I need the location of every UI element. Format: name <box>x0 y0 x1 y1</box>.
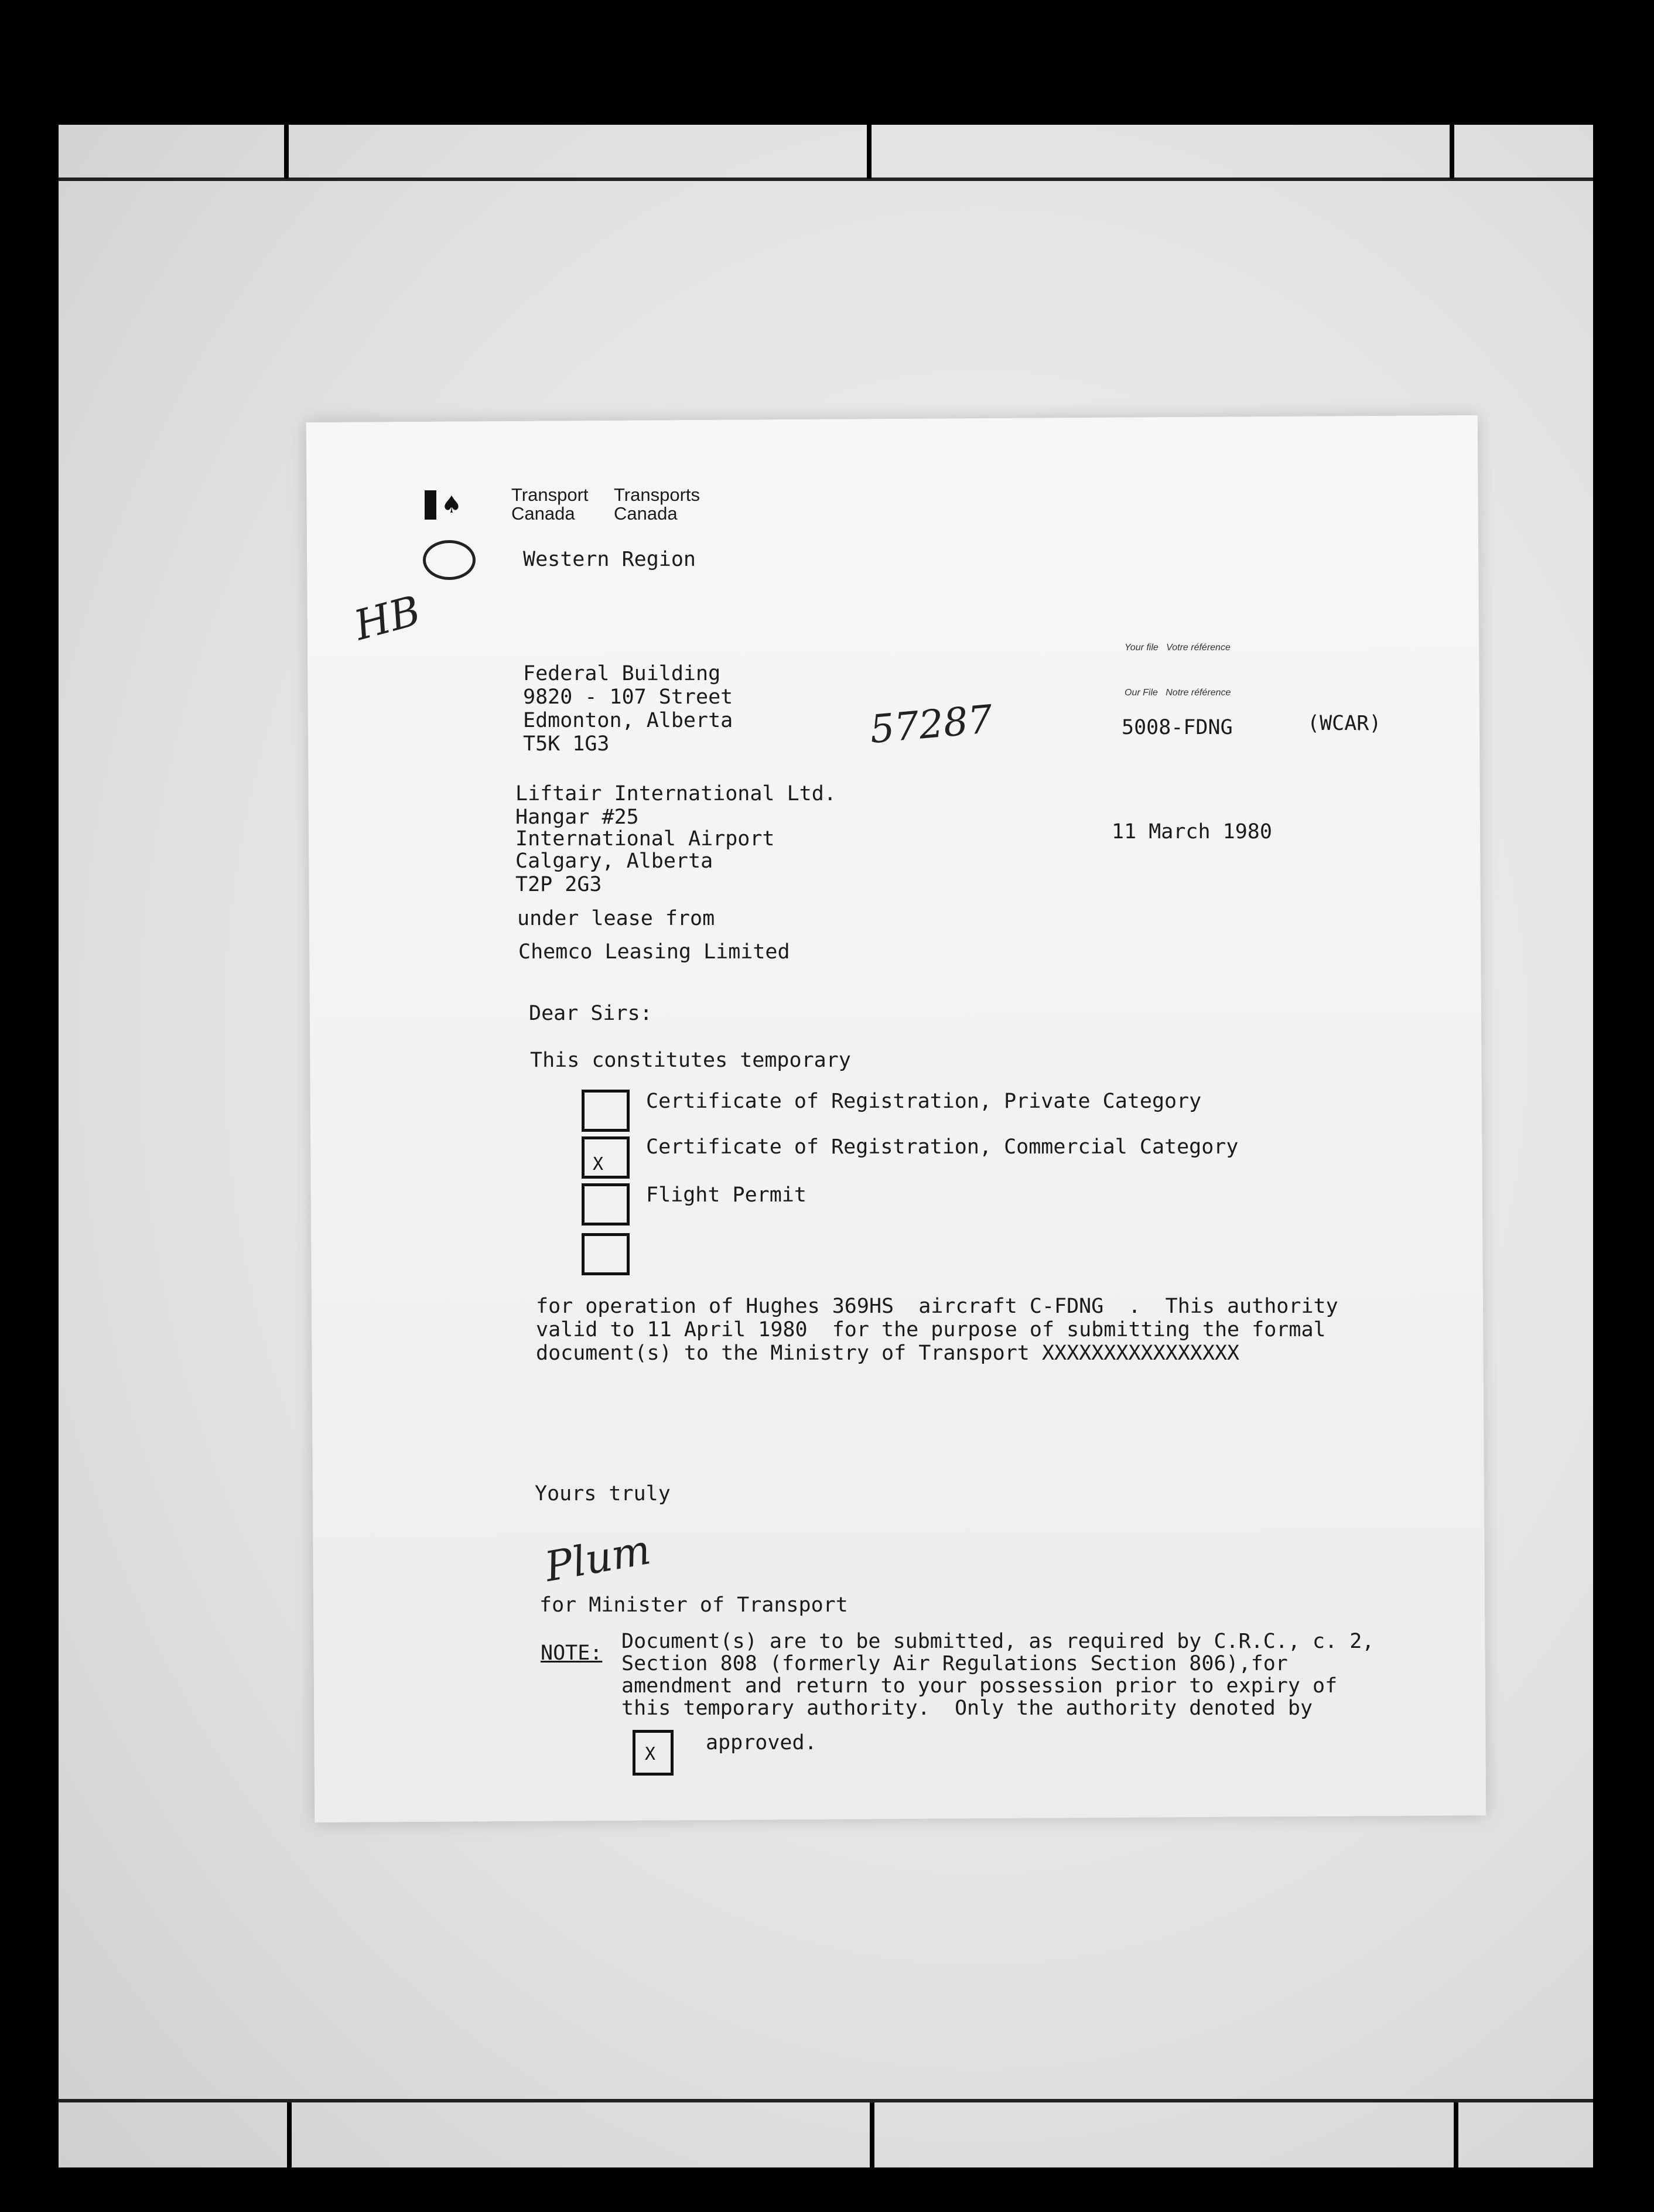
dept-en-2: Canada <box>511 503 575 524</box>
handwritten-initials: HB <box>349 586 426 650</box>
note-line-3: amendment and return to your possession prior to expiry of <box>621 1674 1338 1698</box>
checkbox-x-mark: X <box>593 1154 604 1175</box>
sender-address-4: T5K 1G3 <box>523 732 610 756</box>
approved-text: approved. <box>706 1731 817 1754</box>
option-label-flight-permit: Flight Permit <box>646 1183 807 1207</box>
recipient-line-5: T2P 2G3 <box>515 873 602 896</box>
approved-x-mark: X <box>645 1744 656 1764</box>
body-line-3: document(s) to the Ministry of Transport XXXXXXXXXXXXXXXX <box>536 1341 1240 1365</box>
closing: Yours truly <box>535 1482 671 1506</box>
film-rail-top <box>59 120 1593 125</box>
film-divider <box>1450 120 1454 179</box>
dept-fr-2: Canada <box>614 503 678 524</box>
our-file-value: 5008-FDNG <box>1122 716 1233 739</box>
salutation: Dear Sirs: <box>529 1002 652 1025</box>
film-divider <box>1454 2102 1458 2167</box>
body-line-2: valid to 11 April 1980 for the purpose of submitting the formal <box>536 1318 1326 1341</box>
film-divider <box>870 2102 874 2167</box>
recipient-line-1: Liftair International Ltd. <box>515 782 836 805</box>
body-line-1: for operation of Hughes 369HS aircraft C-FDNG . This authority <box>536 1295 1338 1318</box>
recipient-line-2: Hangar #25 <box>515 805 639 829</box>
lease-line-1: under lease from <box>517 907 715 930</box>
letter-page <box>306 415 1486 1822</box>
handwritten-file-number: 57287 <box>868 696 995 753</box>
signature: Plum <box>541 1525 654 1592</box>
option-checkbox-private[interactable] <box>582 1090 630 1132</box>
option-checkbox-blank[interactable] <box>582 1233 630 1275</box>
punch-hole-mark-icon <box>423 540 476 580</box>
option-label-commercial: Certificate of Registration, Commercial Category <box>646 1135 1239 1159</box>
sender-address-1: Federal Building <box>523 662 721 685</box>
film-divider <box>867 120 872 179</box>
letter-date: 11 March 1980 <box>1112 820 1272 844</box>
recipient-line-4: Calgary, Alberta <box>515 849 713 873</box>
approved-checkbox[interactable] <box>633 1730 674 1776</box>
our-file-label: Our File Notre référence <box>1125 688 1231 698</box>
signatory: for Minister of Transport <box>539 1593 848 1617</box>
note-label: NOTE: <box>541 1641 603 1665</box>
film-divider <box>287 2102 292 2167</box>
film-rail <box>59 177 1593 181</box>
dept-fr-1: Transports <box>614 484 700 505</box>
sender-address-3: Edmonton, Alberta <box>523 709 733 732</box>
option-checkbox-flight-permit[interactable] <box>582 1183 630 1226</box>
option-label-private: Certificate of Registration, Private Category <box>646 1090 1202 1113</box>
film-divider <box>284 120 289 179</box>
option-checkbox-commercial[interactable] <box>582 1136 630 1179</box>
note-line-2: Section 808 (formerly Air Regulations Section 806),for <box>621 1652 1288 1675</box>
recipient-line-3: International Airport <box>515 827 775 851</box>
note-line-1: Document(s) are to be submitted, as required by C.R.C., c. 2, <box>621 1630 1375 1653</box>
sender-address-2: 9820 - 107 Street <box>523 685 733 709</box>
dept-en-1: Transport <box>511 484 589 505</box>
your-file-label: Your file Votre référence <box>1125 643 1231 653</box>
lease-line-2: Chemco Leasing Limited <box>518 940 790 964</box>
region-code: (WCAR) <box>1307 712 1382 735</box>
note-line-4: this temporary authority. Only the authority denoted by <box>621 1696 1313 1720</box>
canada-flag-icon: ♠ <box>425 490 466 520</box>
region-label: Western Region <box>523 548 696 571</box>
intro-line: This constitutes temporary <box>530 1049 851 1072</box>
